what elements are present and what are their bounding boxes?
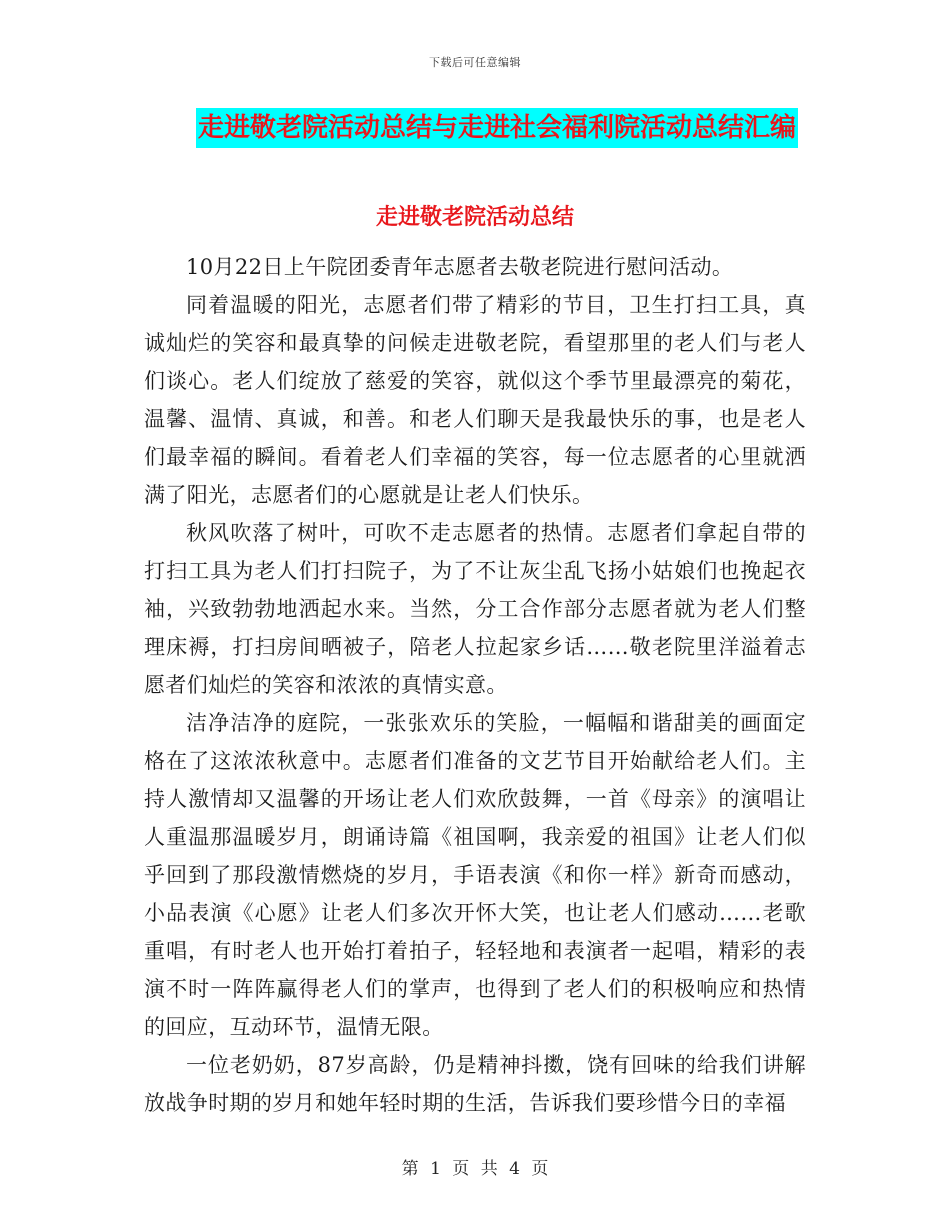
page-header-note: 下载后可任意编辑 — [429, 56, 521, 69]
document-body — [144, 248, 806, 1122]
document-title-container — [0, 108, 950, 148]
paragraph-4: 洁净洁净的庭院，一张张欢乐的笑脸，一幅幅和谐甜美的画面定格在了这浓浓秋意中。志愿者们准备的文艺节目开始献给老人们。主持人激情却又温馨的开场让老人们欢欣鼓舞，一首《母亲》的演唱让人重温那温暖岁月，朗诵诗篇《祖国啊，我亲爱的祖国》让老人们似乎回到了那段激情燃烧的岁月，手语表演《和你一样》新奇而感动，小品表演《心愿》让老人们多次开怀大笑，也让老人们感动……老歌重唱，有时老人也开始打着拍子，轻轻地和表演者一起唱，精彩的表演不时一阵阵赢得老人们的掌声，也得到了老人们的积极响应和热情的回应，互动环节，温情无限。 — [144, 711, 806, 1039]
page-number-footer: 第 1 页 共 4 页 — [401, 1159, 549, 1179]
paragraph-2: 同着温暖的阳光，志愿者们带了精彩的节目，卫生打扫工具，真诚灿烂的笑容和最真挚的问候走进敬老院，看望那里的老人们与老人们谈心。老人们绽放了慈爱的笑容，就似这个季节里最漂亮的菊花，温馨、温情、真诚，和善。和老人们聊天是我最快乐的事，也是老人们最幸福的瞬间。看着老人们幸福的笑容，每一位志愿者的心里就洒满了阳光，志愿者们的心愿就是让老人们快乐。 — [144, 293, 806, 507]
section-title: 走进敬老院活动总结 — [375, 205, 574, 230]
document-title: 走进敬老院活动总结与走进社会福利院活动总结汇编 — [196, 108, 798, 148]
paragraph-1: 10月22日上午院团委青年志愿者去敬老院进行慰问活动。 — [186, 255, 734, 279]
paragraph-3: 秋风吹落了树叶，可吹不走志愿者的热情。志愿者们拿起自带的打扫工具为老人们打扫院子，为了不让灰尘乱飞扬小姑娘们也挽起衣袖，兴致勃勃地洒起水来。当然，分工合作部分志愿者就为老人们整理床褥，打扫房间晒被子，陪老人拉起家乡话……敬老院里洋溢着志愿者们灿烂的笑容和浓浓的真情实意。 — [144, 521, 806, 697]
paragraph-5: 一位老奶奶，87岁高龄，仍是精神抖擞，饶有回味的给我们讲解放战争时期的岁月和她年轻时期的生活，告诉我们要珍惜今日的幸福 — [144, 1053, 806, 1115]
